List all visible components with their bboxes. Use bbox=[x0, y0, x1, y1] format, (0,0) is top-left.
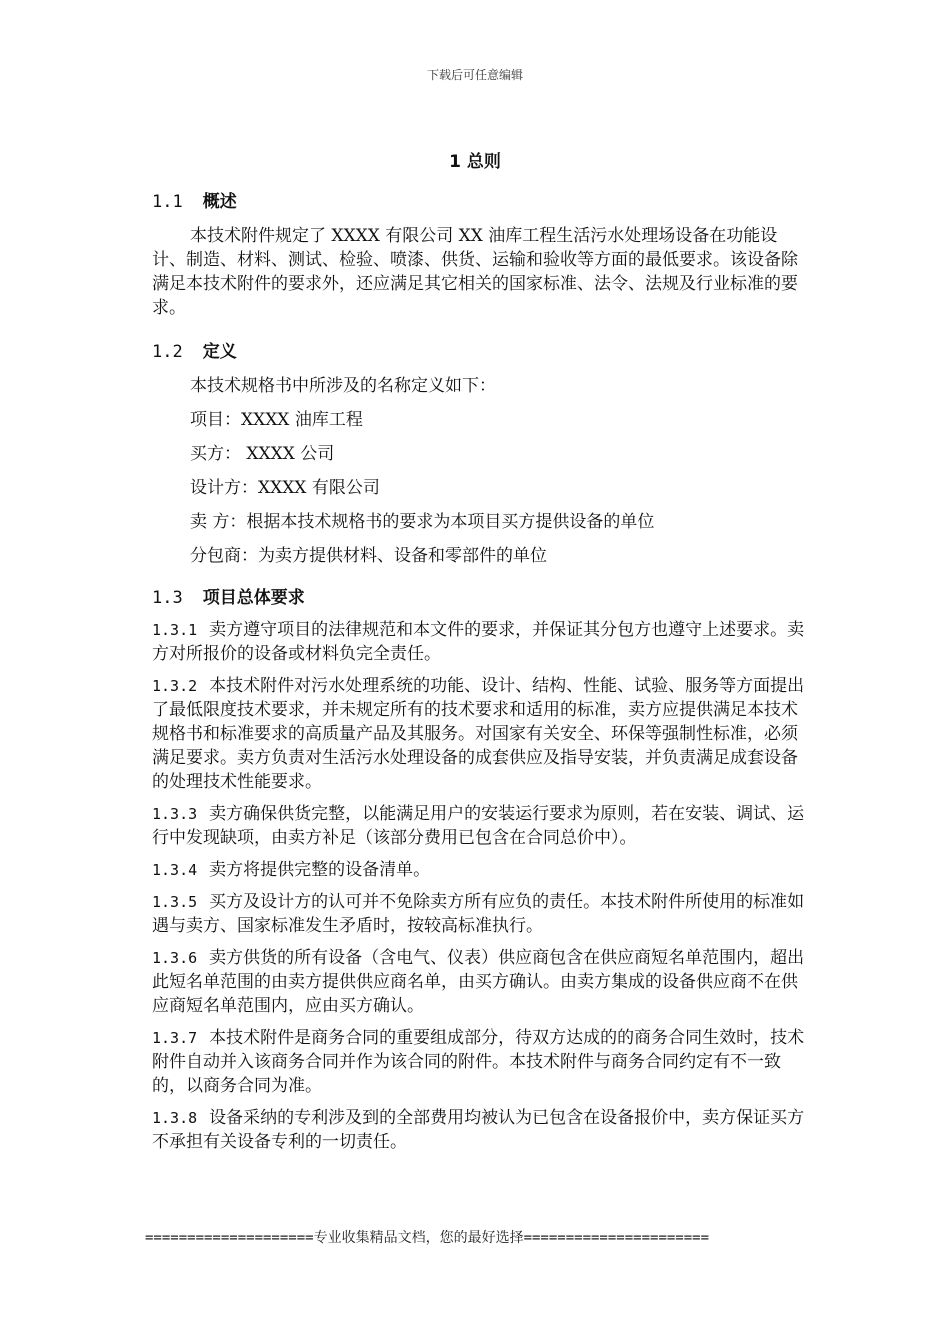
section-title: 项目总体要求 bbox=[202, 588, 305, 608]
definition-item: 卖 方：根据本技术规格书的要求为本项目买方提供设备的单位 bbox=[190, 512, 655, 532]
header-note: 下载后可任意编辑 bbox=[426, 68, 523, 82]
definition-item: 项目：XXXX 油库工程 bbox=[190, 410, 363, 430]
section-title: 概述 bbox=[202, 192, 237, 212]
clause-number: 1.3.8 bbox=[152, 1109, 198, 1127]
clause-text: 卖方遵守项目的法律规范和本文件的要求，并保证其分包方也遵守上述要求。卖方对所报价的设备或材料负完全责任。 bbox=[152, 620, 805, 664]
section-title: 定义 bbox=[202, 342, 237, 362]
clause-1-3-3 bbox=[152, 802, 808, 850]
section-heading-1-3 bbox=[152, 586, 808, 610]
clause-1-3-7 bbox=[152, 1026, 808, 1098]
clause-text: 卖方供货的所有设备（含电气、仪表）供应商包含在供应商短名单范围内，超出此短名单范围的由卖方提供供应商名单，由买方确认。由卖方集成的设备供应商不在供应商短名单范围内，应由买方确认。 bbox=[152, 948, 805, 1016]
clause-text: 卖方将提供完整的设备清单。 bbox=[209, 860, 431, 880]
chapter-title: 1 总则 bbox=[449, 152, 501, 172]
clause-1-3-8 bbox=[152, 1106, 808, 1154]
section-heading-1-1 bbox=[152, 190, 808, 214]
clause-1-3-2 bbox=[152, 674, 808, 794]
definition-item: 买方： XXXX 公司 bbox=[190, 444, 335, 464]
clause-number: 1.3.7 bbox=[152, 1029, 198, 1047]
clause-1-3-4 bbox=[152, 858, 808, 882]
clause-text: 本技术附件是商务合同的重要组成部分，待双方达成的的商务合同生效时，技术附件自动并入该商务合同并作为该合同的附件。本技术附件与商务合同约定有不一致的，以商务合同为准。 bbox=[152, 1028, 805, 1096]
clause-text: 设备采纳的专利涉及到的全部费用均被认为已包含在设备报价中，卖方保证买方不承担有关设备专利的一切责任。 bbox=[152, 1108, 805, 1152]
clause-1-3-5 bbox=[152, 890, 808, 938]
section-number: 1.1 bbox=[152, 192, 183, 212]
clause-text: 本技术附件对污水处理系统的功能、设计、结构、性能、试验、服务等方面提出了最低限度技术要求，并未规定所有的技术要求和适用的标准，卖方应提供满足本技术规格书和标准要求的高质量产品及其服务。对国家有关安全、环保等强制性标准，必须满足要求。卖方负责对生活污水处理设备的成套供应及指导安装，并负责满足成套设备的处理技术性能要求。 bbox=[152, 676, 805, 792]
definition-intro: 本技术规格书中所涉及的名称定义如下： bbox=[190, 376, 496, 396]
clause-1-3-1 bbox=[152, 618, 808, 666]
overview-paragraph: 本技术附件规定了 XXXX 有限公司 XX 油库工程生活污水处理场设备在功能设计、制造、材料、测试、检验、喷漆、供货、运输和验收等方面的最低要求。该设备除满足本技术附件的要求外，还应满足其它相关的国家标准、法令、法规及行业标准的要求。 bbox=[152, 226, 798, 318]
footer-rule-left: ==================== bbox=[145, 1230, 314, 1246]
clause-number: 1.3.5 bbox=[152, 893, 198, 911]
definition-item: 设计方：XXXX 有限公司 bbox=[190, 478, 380, 498]
clause-number: 1.3.4 bbox=[152, 861, 198, 879]
clause-number: 1.3.3 bbox=[152, 805, 198, 823]
section-heading-1-2 bbox=[152, 340, 808, 364]
section-number: 1.2 bbox=[152, 342, 183, 362]
document-body bbox=[152, 190, 808, 1154]
clause-number: 1.3.6 bbox=[152, 949, 198, 967]
clause-1-3-6 bbox=[152, 946, 808, 1018]
clause-number: 1.3.1 bbox=[152, 621, 198, 639]
clause-text: 买方及设计方的认可并不免除卖方所有应负的责任。本技术附件所使用的标准如遇与卖方、国家标准发生矛盾时，按较高标准执行。 bbox=[152, 892, 805, 936]
definition-item: 分包商：为卖方提供材料、设备和零部件的单位 bbox=[190, 546, 547, 566]
footer-banner bbox=[145, 1228, 810, 1248]
clause-number: 1.3.2 bbox=[152, 677, 198, 695]
footer-rule-right: ====================== bbox=[523, 1230, 710, 1246]
section-number: 1.3 bbox=[152, 588, 183, 608]
footer-text: 专业收集精品文档，您的最好选择 bbox=[313, 1230, 524, 1246]
clause-text: 卖方确保供货完整，以能满足用户的安装运行要求为原则，若在安装、调试、运行中发现缺项，由卖方补足（该部分费用已包含在合同总价中）。 bbox=[152, 804, 805, 848]
